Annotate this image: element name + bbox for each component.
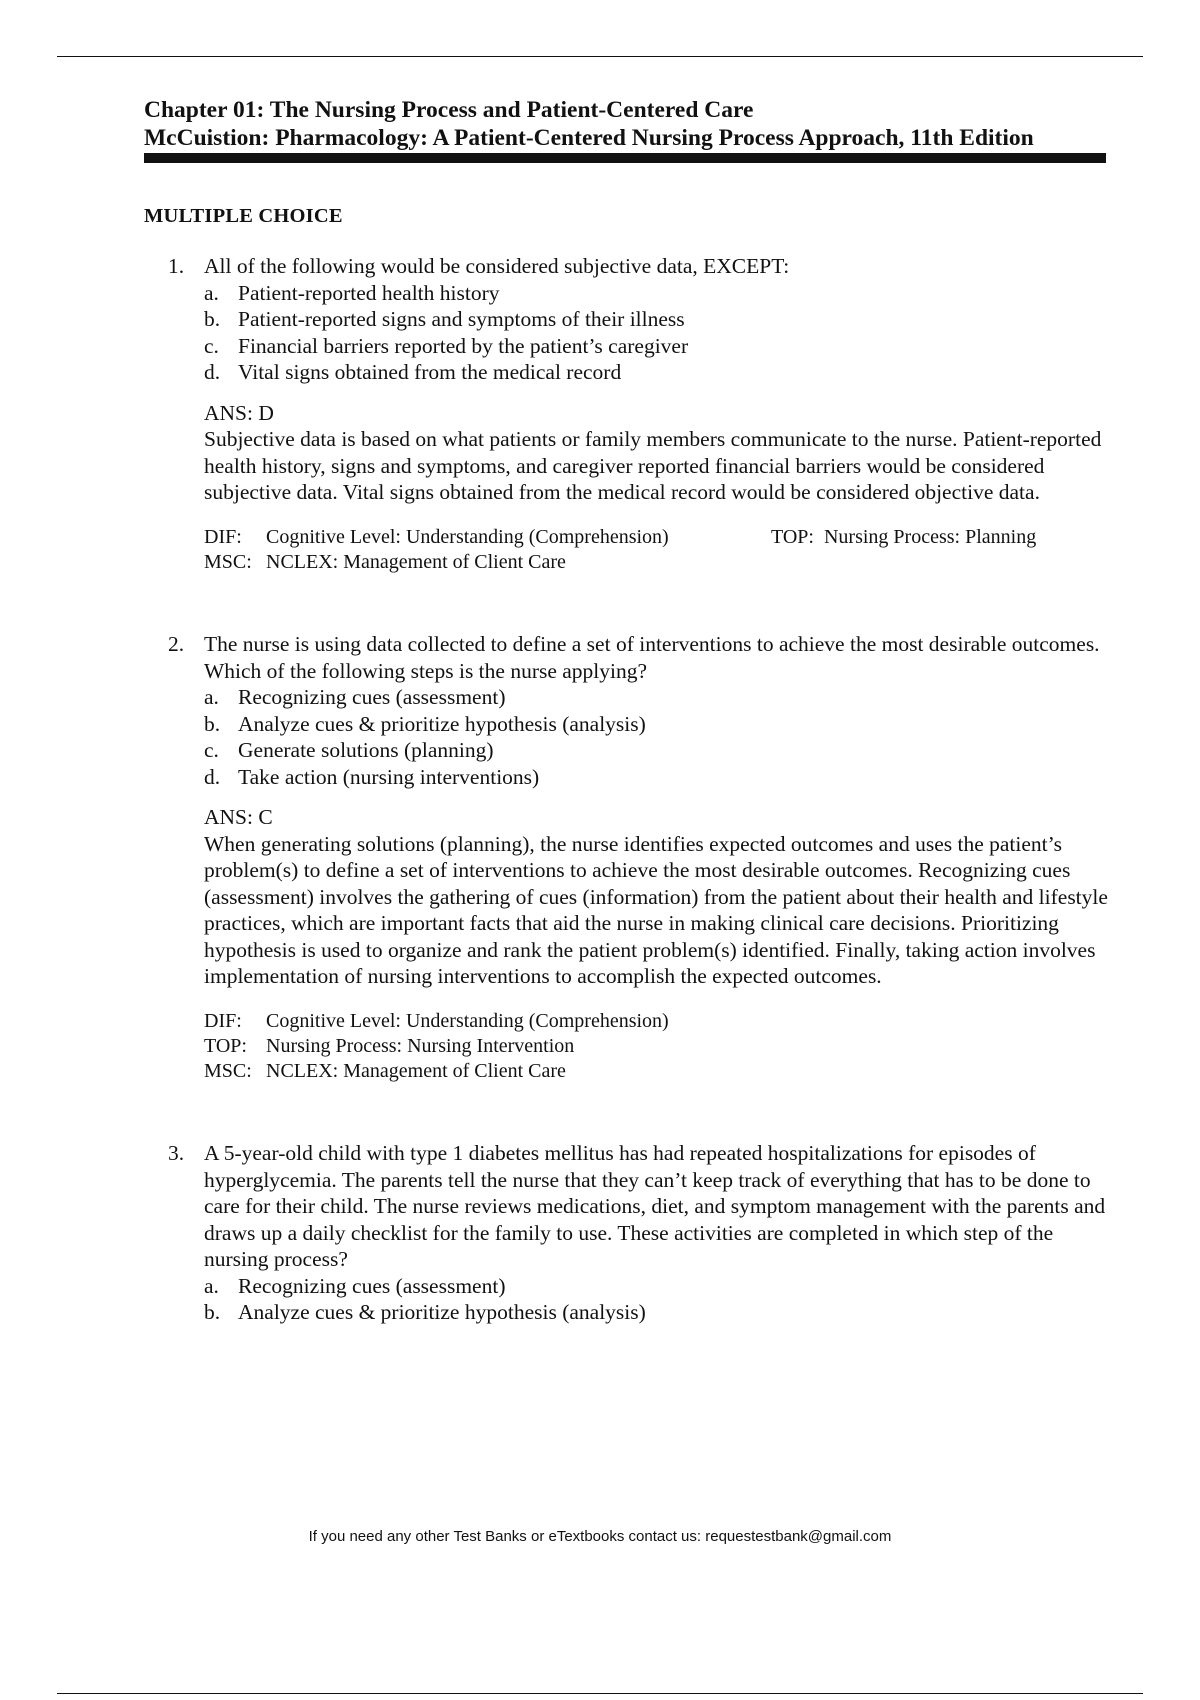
document-header [144, 96, 1104, 152]
answer-options [204, 1273, 1108, 1326]
answer-options [204, 280, 1108, 386]
meta-msc-row [204, 550, 1108, 575]
answer-option-c [204, 333, 1108, 360]
question-stem-row [168, 631, 1108, 1084]
section-heading: MULTIPLE CHOICE [144, 205, 343, 227]
answer-key: ANS: D [204, 400, 274, 425]
question-metadata [204, 1009, 1108, 1084]
option-text: Patient-reported signs and symptoms of their illness [238, 307, 685, 331]
answer-key: ANS: C [204, 805, 273, 829]
answer-rationale: When generating solutions (planning), the nurse identifies expected outcomes and uses the patient’s problem(s) to define a set of interventions to achieve the most desirable outcomes. Recognizing cues (assessment) involves the gathering of cues (information) from the patient about their health and lifestyle practices, which are important facts that aid the nurse in making clinical care decisions. Prioritizing hypothesis is used to organize and rank the patient problem(s) identified. Finally, taking action involves implementation of nursing interventions to accomplish the expected outcomes. [204, 831, 1108, 988]
answer-options [204, 684, 1108, 790]
question-3 [168, 1140, 1108, 1326]
meta-dif-value: Cognitive Level: Understanding (Comprehension) [266, 1009, 669, 1032]
meta-top-label: TOP: [771, 525, 814, 548]
answer-option-d [204, 764, 1108, 791]
meta-msc-value: NCLEX: Management of Client Care [266, 1059, 566, 1082]
option-letter: b. [204, 307, 221, 331]
question-2 [168, 631, 1108, 1084]
question-number: 1. [168, 254, 185, 278]
header-underline-bar [144, 153, 1106, 163]
footer-contact-note: If you need any other Test Banks or eTextbooks contact us: requestestbank@gmail.com [308, 1528, 892, 1545]
answer-option-b [204, 711, 1108, 738]
option-text: Recognizing cues (assessment) [238, 1273, 506, 1298]
meta-top-label: TOP: [204, 1034, 247, 1057]
meta-dif-label: DIF: [204, 1009, 242, 1032]
question-stem-row [168, 253, 1108, 575]
meta-top-value: Nursing Process: Nursing Intervention [266, 1034, 575, 1057]
chapter-title: Chapter 01: The Nursing Process and Patient-Centered Care [144, 97, 754, 123]
option-text: Analyze cues & prioritize hypothesis (analysis) [238, 711, 646, 736]
top-rule [57, 56, 1143, 57]
meta-dif-row [204, 1009, 1108, 1034]
question-number: 3. [168, 1141, 185, 1165]
option-text: Take action (nursing interventions) [238, 764, 540, 789]
answer-option-b [204, 1299, 1108, 1326]
option-letter: d. [204, 764, 221, 789]
option-letter: a. [204, 280, 219, 305]
option-text: Analyze cues & prioritize hypothesis (analysis) [238, 1300, 646, 1324]
meta-dif-label: DIF: [204, 525, 242, 548]
question-stem-row [168, 1140, 1108, 1326]
answer-option-c [204, 737, 1108, 764]
meta-msc-label: MSC: [204, 1059, 252, 1082]
answer-option-a [204, 1273, 1108, 1300]
meta-top-value: Nursing Process: Planning [823, 525, 1037, 548]
question-metadata [204, 525, 1108, 575]
question-stem: A 5-year-old child with type 1 diabetes mellitus has had repeated hospitalizations for episodes of hyperglycemia. The parents tell the nurse that they can’t keep track of everything that has to be done to care for their child. The nurse reviews medications, diet, and symptom management with the parents and draws up a daily checklist for the family to use. These activities are completed in which step of the nursing process? [204, 1141, 1106, 1271]
question-number: 2. [168, 632, 185, 656]
option-letter: b. [204, 711, 221, 736]
question-1 [168, 253, 1108, 575]
answer-option-b [204, 306, 1108, 333]
option-text: Recognizing cues (assessment) [238, 685, 506, 709]
bottom-rule [57, 1693, 1143, 1694]
option-letter: a. [204, 685, 219, 709]
answer-rationale: Subjective data is based on what patients or family members communicate to the nurse. Patient-reported health history, signs and symptoms, and caregiver reported financial barriers would be considered subjective data. Vital signs obtained from the medical record would be considered objective data. [204, 427, 1102, 504]
book-title: McCuistion: Pharmacology: A Patient-Centered Nursing Process Approach, 11th Edition [144, 125, 1034, 151]
option-text: Patient-reported health history [238, 280, 500, 305]
meta-msc-label: MSC: [204, 550, 252, 573]
answer-option-d [204, 359, 1108, 386]
option-text: Financial barriers reported by the patient’s caregiver [238, 333, 689, 358]
meta-dif-value: Cognitive Level: Understanding (Comprehension) [266, 525, 669, 548]
question-stem: All of the following would be considered subjective data, EXCEPT: [204, 254, 790, 278]
meta-top-row [204, 1034, 1108, 1059]
option-letter: b. [204, 1300, 221, 1324]
option-text: Vital signs obtained from the medical record [238, 360, 622, 384]
option-letter: a. [204, 1273, 219, 1298]
answer-option-a [204, 684, 1108, 711]
option-letter: c. [204, 738, 219, 762]
option-text: Generate solutions (planning) [238, 738, 494, 762]
option-letter: d. [204, 360, 221, 384]
meta-msc-value: NCLEX: Management of Client Care [266, 550, 566, 573]
meta-msc-row [204, 1059, 1108, 1084]
meta-top [771, 525, 1036, 550]
answer-option-a [204, 280, 1108, 307]
option-letter: c. [204, 333, 219, 358]
question-stem: The nurse is using data collected to define a set of interventions to achieve the most desirable outcomes. Which of the following steps is the nurse applying? [204, 632, 1100, 683]
meta-dif-row [204, 525, 1108, 550]
